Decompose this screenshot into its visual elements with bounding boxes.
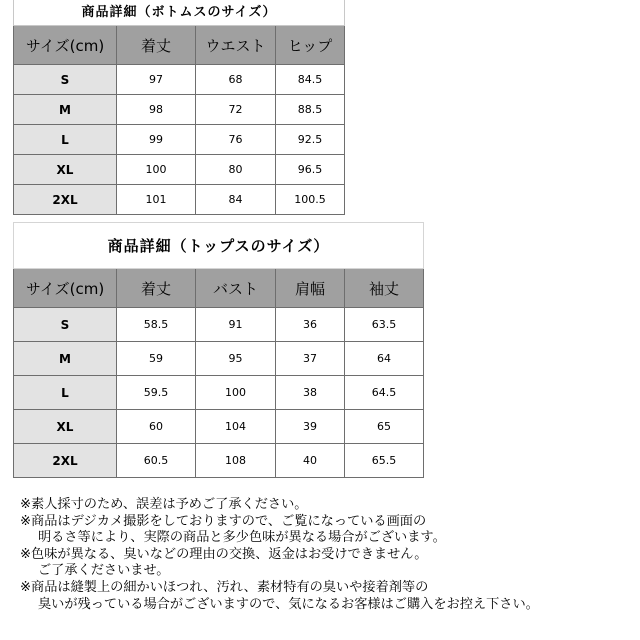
hip-value: 92.5: [276, 125, 345, 155]
shoulder-value: 40: [276, 444, 345, 478]
table-row: [14, 444, 424, 478]
tops-size-table: [13, 222, 424, 478]
shoulder-value: 39: [276, 410, 345, 444]
note-line: ※商品は縫製上の細かいほつれ、汚れ、素材特有の臭いや接着剤等の: [20, 579, 429, 595]
bust-value: 91: [196, 308, 276, 342]
size-label: XL: [14, 155, 117, 185]
table-row: [14, 95, 345, 125]
length-value: 98: [117, 95, 196, 125]
tops-header-shoulder: 肩幅: [276, 269, 345, 308]
hip-value: 96.5: [276, 155, 345, 185]
waist-value: 80: [196, 155, 276, 185]
bust-value: 95: [196, 342, 276, 376]
length-value: 100: [117, 155, 196, 185]
size-label: S: [14, 65, 117, 95]
tops-header-bust: バスト: [196, 269, 276, 308]
size-label: 2XL: [14, 185, 117, 215]
bottoms-header-size: サイズ(cm): [14, 26, 117, 65]
size-label: S: [14, 308, 117, 342]
length-value: 60.5: [117, 444, 196, 478]
sleeve-value: 64.5: [345, 376, 424, 410]
notes-block: [20, 497, 635, 613]
bottoms-size-table: [13, 0, 345, 215]
note-line: ※商品はデジカメ撮影をしておりますので、ご覧になっている画面の: [20, 513, 427, 529]
shoulder-value: 37: [276, 342, 345, 376]
hip-value: 88.5: [276, 95, 345, 125]
note-line: 臭いが残っている場合がございますので、気になるお客様はご購入をお控え下さい。: [38, 596, 539, 612]
table-row: [14, 185, 345, 215]
note-line: ※素人採寸のため、誤差は予めご了承ください。: [20, 497, 308, 512]
length-value: 59: [117, 342, 196, 376]
table-row: [14, 155, 345, 185]
table-row: [14, 342, 424, 376]
tops-table-title: 商品詳細（トップスのサイズ）: [14, 223, 424, 269]
size-label: XL: [14, 410, 117, 444]
sleeve-value: 64: [345, 342, 424, 376]
table-row: [14, 125, 345, 155]
waist-value: 72: [196, 95, 276, 125]
size-label: L: [14, 376, 117, 410]
bottoms-header-waist: ウエスト: [196, 26, 276, 65]
hip-value: 100.5: [276, 185, 345, 215]
length-value: 97: [117, 65, 196, 95]
waist-value: 68: [196, 65, 276, 95]
size-label: 2XL: [14, 444, 117, 478]
bottoms-header-hip: ヒップ: [276, 26, 345, 65]
waist-value: 84: [196, 185, 276, 215]
bottoms-table-title: 商品詳細（ボトムスのサイズ）: [14, 0, 345, 26]
sleeve-value: 65.5: [345, 444, 424, 478]
shoulder-value: 36: [276, 308, 345, 342]
table-row: [14, 65, 345, 95]
note-line: 明るさ等により、実際の商品と多少色味が異なる場合がございます。: [38, 530, 446, 546]
tops-header-length: 着丈: [117, 269, 196, 308]
table-row: [14, 376, 424, 410]
table-row: [14, 308, 424, 342]
note-line: ご了承くださいませ。: [38, 563, 170, 579]
shoulder-value: 38: [276, 376, 345, 410]
bust-value: 104: [196, 410, 276, 444]
sleeve-value: 63.5: [345, 308, 424, 342]
hip-value: 84.5: [276, 65, 345, 95]
note-line: ※色味が異なる、臭いなどの理由の交換、返金はお受けできません。: [20, 546, 428, 562]
length-value: 58.5: [117, 308, 196, 342]
size-label: L: [14, 125, 117, 155]
size-label: M: [14, 342, 117, 376]
tops-header-sleeve: 袖丈: [345, 269, 424, 308]
bust-value: 108: [196, 444, 276, 478]
length-value: 59.5: [117, 376, 196, 410]
sleeve-value: 65: [345, 410, 424, 444]
bottoms-header-length: 着丈: [117, 26, 196, 65]
tops-header-size: サイズ(cm): [14, 269, 117, 308]
bust-value: 100: [196, 376, 276, 410]
length-value: 101: [117, 185, 196, 215]
table-row: [14, 410, 424, 444]
length-value: 99: [117, 125, 196, 155]
size-label: M: [14, 95, 117, 125]
waist-value: 76: [196, 125, 276, 155]
length-value: 60: [117, 410, 196, 444]
